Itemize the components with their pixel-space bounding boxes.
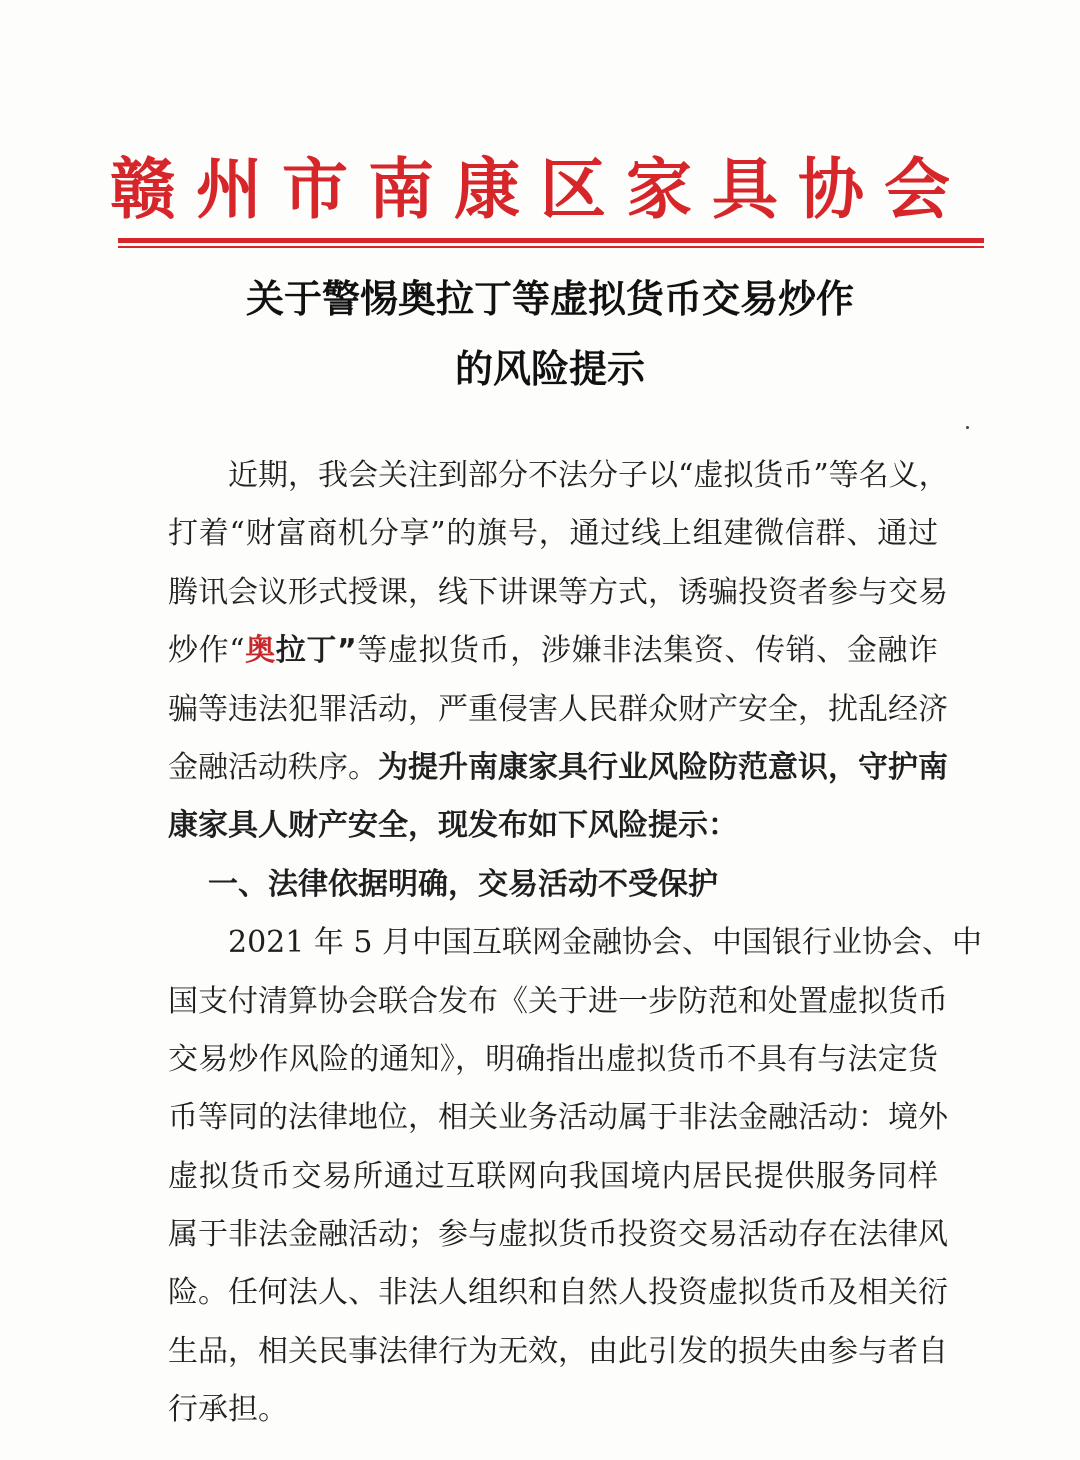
bold-fragment: 为提升南康家具行业风险防范意识，守护南	[378, 749, 948, 785]
section-1-line-4: 币等同的法律地位，相关业务活动属于非法金融活动：境外	[168, 1100, 948, 1136]
paragraph-1-line-2: 打着“财富商机分享”的旗号，通过线上组建微信群、通过	[168, 516, 938, 552]
document-title-line-1: 关于警惕奥拉丁等虚拟货币交易炒作	[245, 277, 854, 321]
section-1-line-6: 属于非法金融活动；参与虚拟货币投资交易活动存在法律风	[168, 1217, 948, 1253]
letterhead-red-rule	[118, 238, 984, 243]
organization-letterhead: 赣州市南康区家具协会	[110, 150, 970, 228]
section-1-line-2: 国支付清算协会联合发布《关于进一步防范和处置虚拟货币	[168, 983, 948, 1019]
bold-fragment: 拉丁”	[275, 633, 357, 669]
document-title-line-2: 的风险提示	[454, 347, 645, 391]
red-character: 奥	[244, 633, 276, 669]
section-1-heading: 一、法律依据明确，交易活动不受保护	[208, 866, 718, 902]
paragraph-1-line-1: 近期，我会关注到部分不法分子以“虚拟货币”等名义，	[228, 458, 949, 493]
section-1-line-5: 虚拟货币交易所通过互联网向我国境内居民提供服务同样	[168, 1158, 938, 1194]
paragraph-1-line-3: 腾讯会议形式授课，线下讲课等方式，诱骗投资者参与交易	[168, 574, 948, 610]
section-1-line-3: 交易炒作风险的通知》，明确指出虚拟货币不具有与法定货	[168, 1041, 938, 1077]
section-1-line-7: 险。任何法人、非法人组织和自然人投资虚拟货币及相关衍	[168, 1275, 948, 1311]
paragraph-1-line-4	[168, 622, 938, 680]
text-fragment: 金融活动秩序。	[168, 749, 378, 785]
paragraph-1-line-5: 骗等违法犯罪活动，严重侵害人民群众财产安全，扰乱经济	[168, 691, 948, 727]
document-body	[168, 447, 983, 1440]
section-1-line-8: 生品，相关民事法律行为无效，由此引发的损失由参与者自	[168, 1333, 948, 1369]
paragraph-1-line-6	[168, 739, 948, 797]
text-fragment: 等虚拟货币，涉嫌非法集资、传销、金融诈	[356, 633, 939, 669]
letterhead-red-rule-thin	[118, 246, 984, 248]
text-fragment: 炒作“	[168, 633, 245, 669]
section-1-line-9: 行承担。	[168, 1392, 288, 1428]
paragraph-1-line-7: 康家具人财产安全，现发布如下风险提示：	[168, 808, 738, 844]
scan-speck	[966, 426, 969, 429]
section-1-line-1: 2021 年 5 月中国互联网金融协会、中国银行业协会、中	[228, 925, 983, 961]
